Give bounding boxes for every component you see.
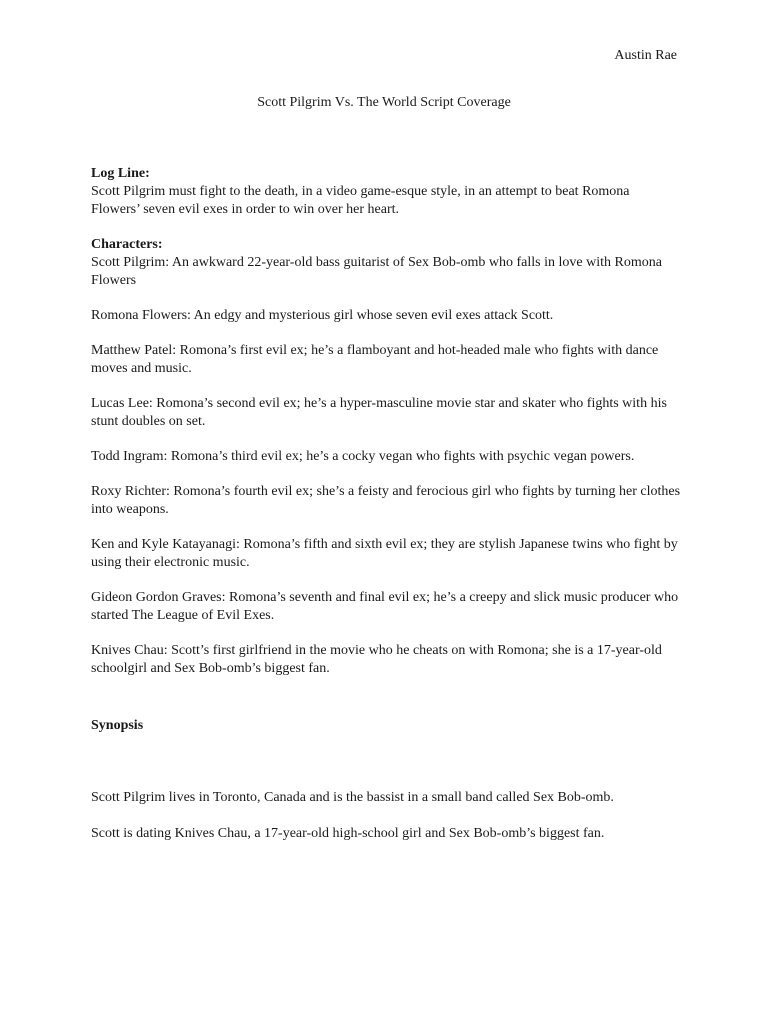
logline-text: Scott Pilgrim must fight to the death, in a video game-esque style, in an attempt to beat Romona Flowers’ seven evil exes in order to win over her heart. — [91, 184, 630, 217]
document-title: Scott Pilgrim Vs. The World Script Coverage — [257, 95, 511, 110]
character-entry: Todd Ingram: Romona’s third evil ex; he’s a cocky vegan who fights with psychic vegan powers. — [91, 449, 635, 464]
characters-heading: Characters: — [91, 237, 163, 252]
character-entry: Roxy Richter: Romona’s fourth evil ex; she’s a feisty and ferocious girl who fights by turning her clothes into weapons. — [91, 484, 681, 517]
author-name: Austin Rae — [614, 48, 677, 63]
logline-section — [91, 165, 681, 219]
synopsis-paragraph: Scott is dating Knives Chau, a 17-year-old high-school girl and Sex Bob-omb’s biggest fan. — [91, 826, 605, 841]
synopsis-section — [91, 789, 681, 861]
character-entry: Scott Pilgrim: An awkward 22-year-old bass guitarist of Sex Bob-omb who falls in love with Romona Flowers — [91, 255, 662, 288]
character-entry: Romona Flowers: An edgy and mysterious girl whose seven evil exes attack Scott. — [91, 308, 554, 323]
synopsis-paragraph: Scott Pilgrim lives in Toronto, Canada and is the bassist in a small band called Sex Bob-omb. — [91, 790, 614, 805]
character-entry: Knives Chau: Scott’s first girlfriend in the movie who he cheats on with Romona; she is a 17-year-old schoolgirl and Sex Bob-omb’s biggest fan. — [91, 643, 662, 676]
characters-section — [91, 236, 681, 678]
document-body — [91, 165, 681, 678]
synopsis-heading: Synopsis — [91, 718, 144, 733]
character-entry: Ken and Kyle Katayanagi: Romona’s fifth and sixth evil ex; they are stylish Japanese twins who fight by using their electronic music. — [91, 537, 678, 570]
character-entry: Gideon Gordon Graves: Romona’s seventh and final evil ex; he’s a creepy and slick music producer who started The League of Evil Exes. — [91, 590, 679, 623]
character-entry: Matthew Patel: Romona’s first evil ex; he’s a flamboyant and hot-headed male who fights with dance moves and music. — [91, 343, 659, 376]
logline-heading: Log Line: — [91, 166, 150, 181]
character-entry: Lucas Lee: Romona’s second evil ex; he’s a hyper-masculine movie star and skater who fights with his stunt doubles on set. — [91, 396, 667, 429]
